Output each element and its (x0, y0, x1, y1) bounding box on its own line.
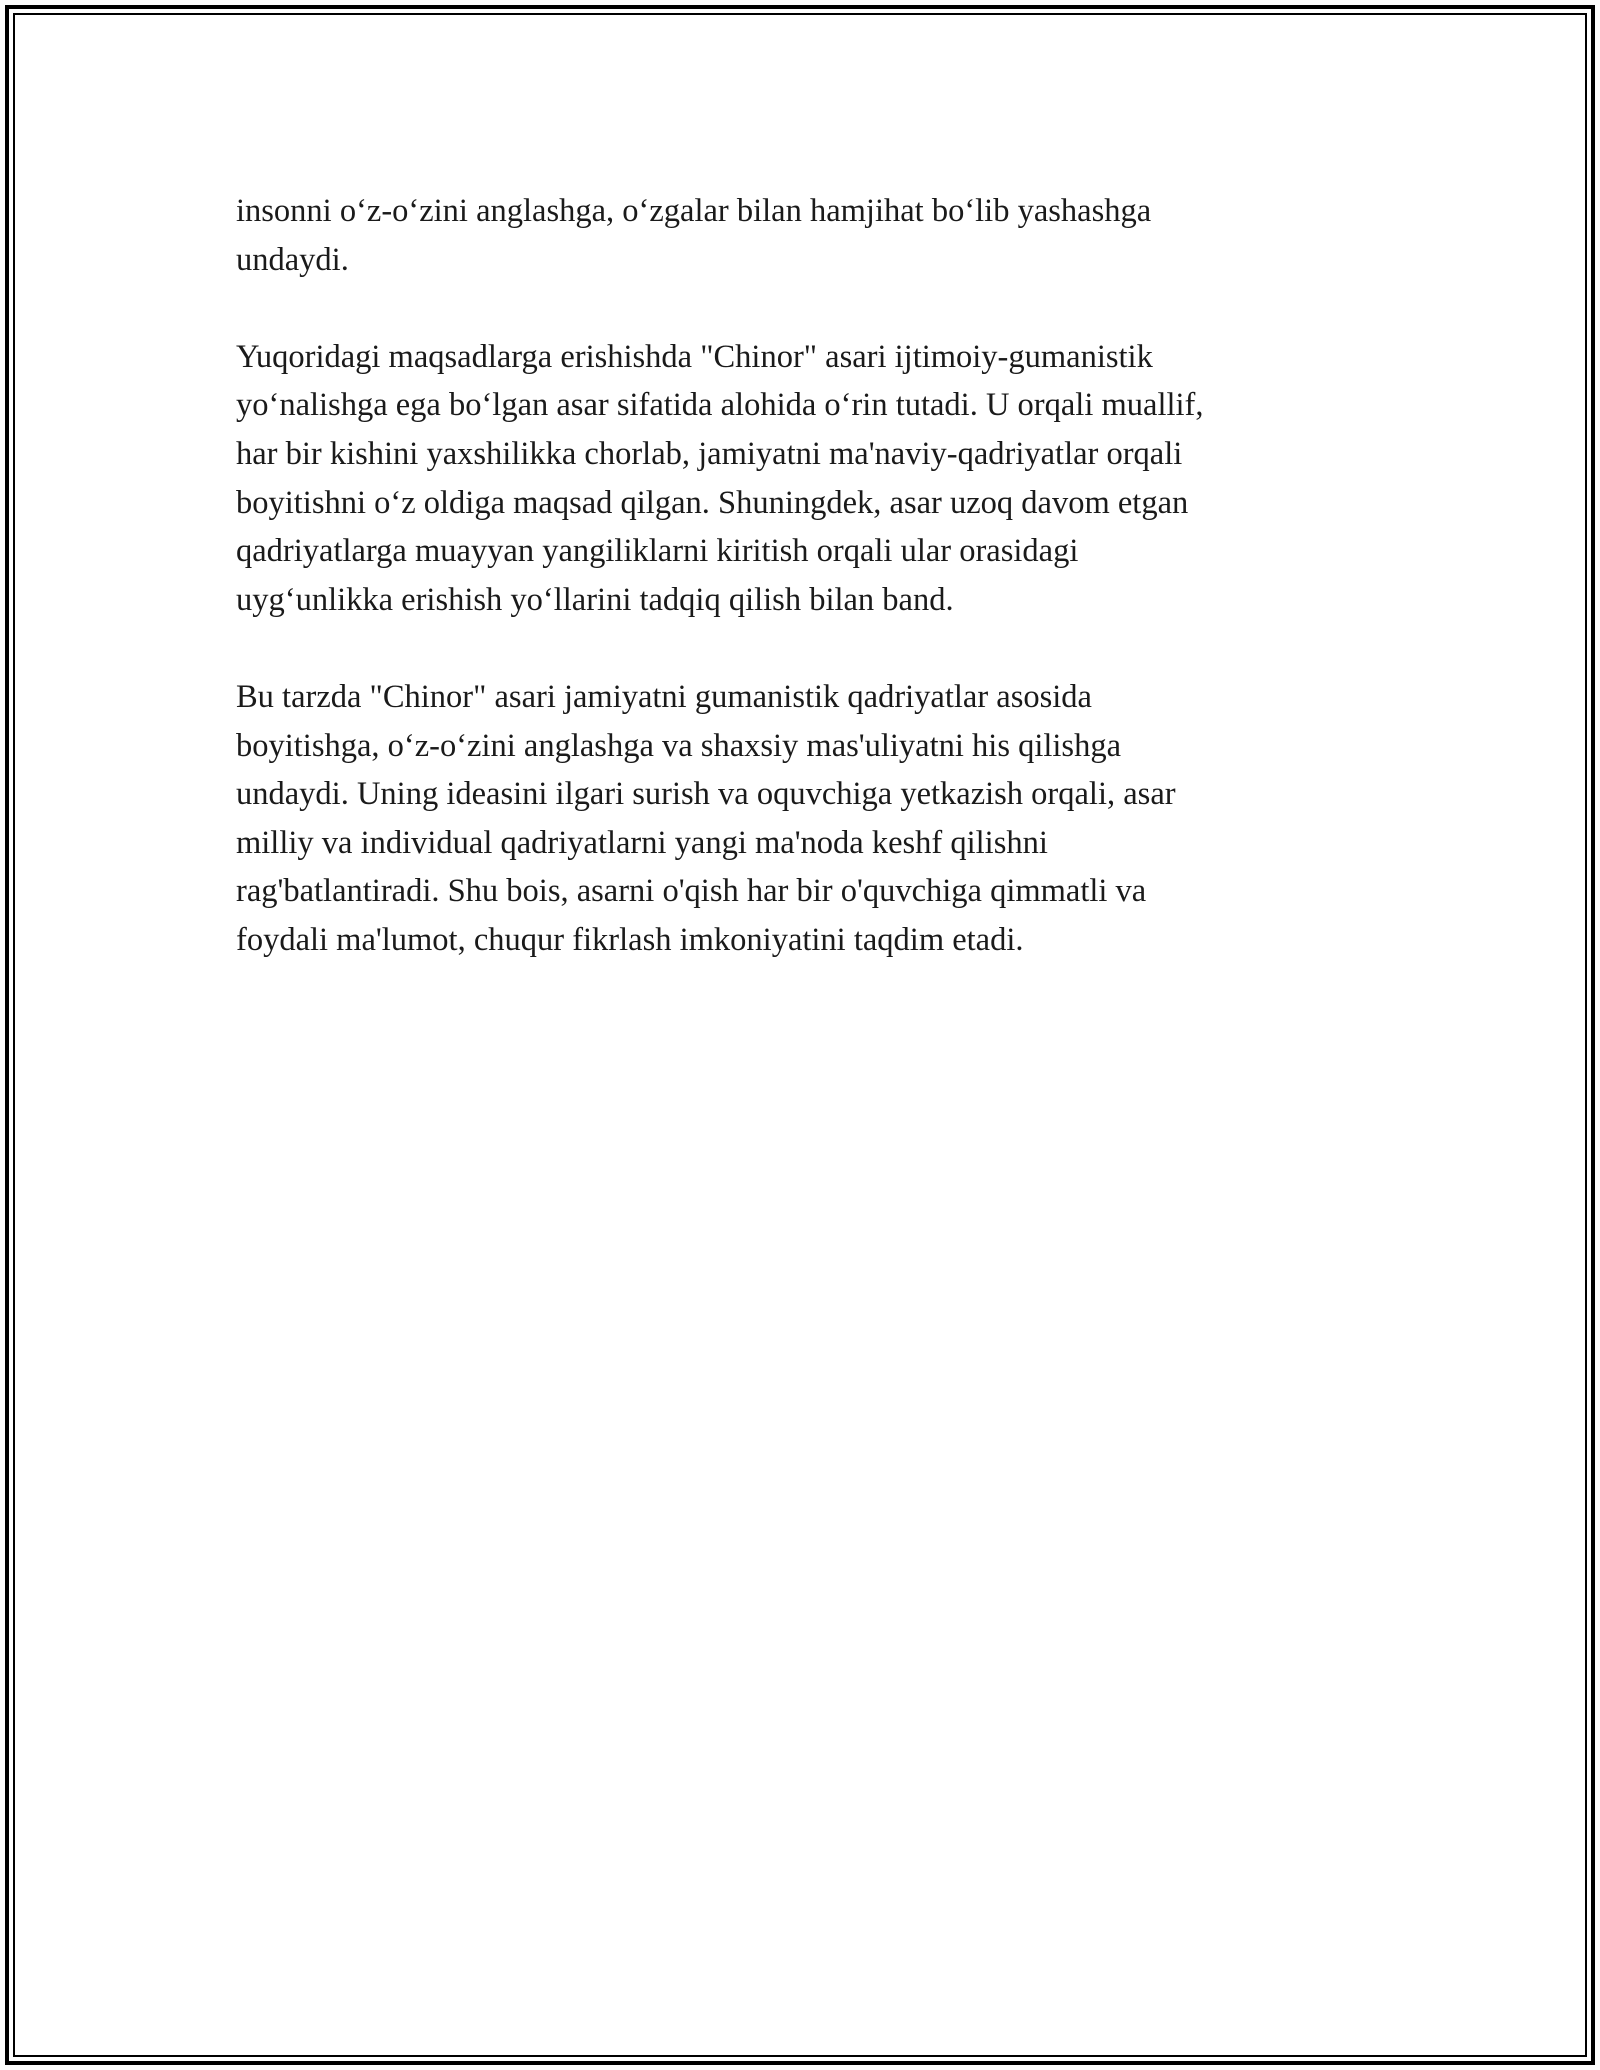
paragraph-3 (236, 673, 1386, 965)
text-line: boyitishga, o‘z-o‘zini anglashga va shaxsiy mas'uliyatni his qilishga (236, 727, 1122, 764)
text-line: Bu tarzda "Chinor" asari jamiyatni gumanistik qadriyatlar asosida (236, 678, 1092, 715)
text-line: undaydi. Uning ideasini ilgari surish va oquvchiga yetkazish orqali, asar (236, 776, 1176, 813)
text-line: Yuqoridagi maqsadlarga erishishda "Chinor" asari ijtimoiy-gumanistik (236, 338, 1153, 375)
paragraph-1 (236, 187, 1386, 284)
text-line: qadriyatlarga muayyan yangiliklarni kiritish orqali ular orasidagi (236, 533, 1079, 570)
paragraph-2 (236, 333, 1386, 625)
text-line: boyitishni o‘z oldiga maqsad qilgan. Shuningdek, asar uzoq davom etgan (236, 484, 1189, 521)
text-line: insonni o‘z-o‘zini anglashga, o‘zgalar bilan hamjihat bo‘lib yashashga (236, 193, 1152, 229)
text-line: yo‘nalishga ega bo‘lgan asar sifatida alohida o‘rin tutadi. U orqali muallif, (236, 387, 1204, 424)
text-line: undaydi. (236, 241, 349, 278)
body-text (236, 187, 1386, 1013)
text-line: har bir kishini yaxshilikka chorlab, jamiyatni ma'naviy-qadriyatlar orqali (236, 435, 1183, 472)
text-line: foydali ma'lumot, chuqur fikrlash imkoniyatini taqdim etadi. (236, 921, 1024, 958)
text-line: uyg‘unlikka erishish yo‘llarini tadqiq qilish bilan band. (236, 581, 954, 618)
text-line: rag'batlantiradi. Shu bois, asarni o'qish har bir o'quvchiga qimmatli va (236, 873, 1147, 910)
text-line: milliy va individual qadriyatlarni yangi ma'noda keshf qilishni (236, 824, 1048, 861)
